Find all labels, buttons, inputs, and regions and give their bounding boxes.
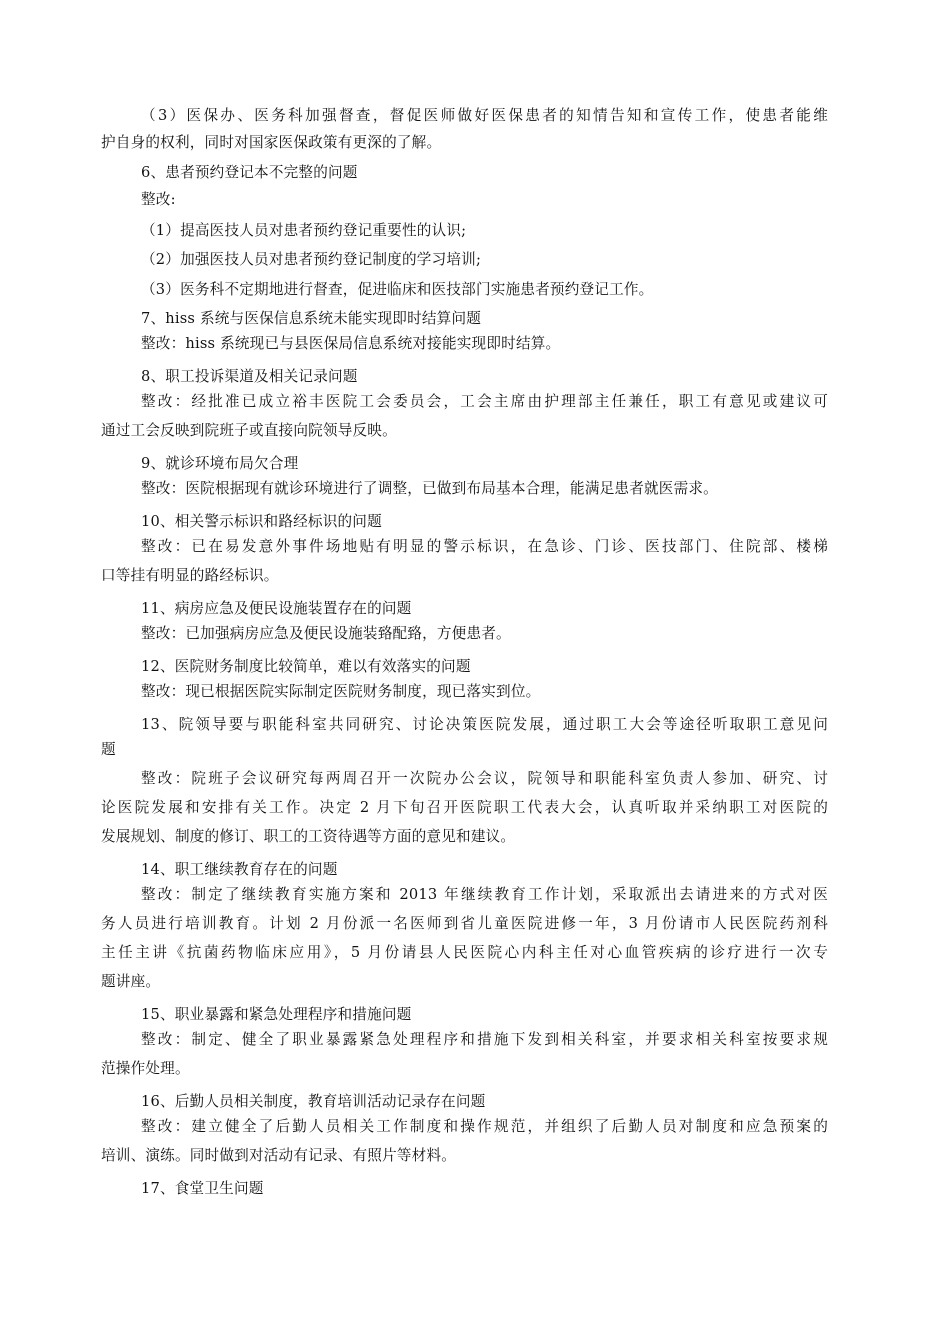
- paragraph-line: 范操作处理。: [101, 1060, 190, 1077]
- paragraph-line: （3）医保办、医务科加强督查，督促医师做好医保患者的知情告知和宣传工作，使患者能维: [141, 107, 828, 124]
- section-heading: 9、就诊环境布局欠合理: [141, 455, 299, 472]
- section-heading: 17、食堂卫生问题: [141, 1180, 264, 1197]
- paragraph-line: 整改：现已根据医院实际制定医院财务制度，现已落实到位。: [141, 683, 541, 700]
- paragraph-line: 整改：已加强病房应急及便民设施装臵配臵，方便患者。: [141, 625, 511, 642]
- paragraph-line: 整改：制定、健全了职业暴露紧急处理程序和措施下发到相关科室，并要求相关科室按要求规: [141, 1031, 828, 1048]
- section-heading: 题: [101, 741, 116, 758]
- section-heading: 14、职工继续教育存在的问题: [141, 861, 338, 878]
- paragraph-line: 培训、演练。同时做到对活动有记录、有照片等材料。: [101, 1147, 457, 1164]
- paragraph-line: 题讲座。: [101, 973, 161, 990]
- section-heading: 10、相关警示标识和路经标识的问题: [141, 513, 382, 530]
- paragraph-line: 整改：医院根据现有就诊环境进行了调整，已做到布局基本合理，能满足患者就医需求。: [141, 480, 718, 497]
- paragraph-line: 整改：建立健全了后勤人员相关工作制度和操作规范，并组织了后勤人员对制度和应急预案的: [141, 1118, 828, 1135]
- paragraph-line: 论医院发展和安排有关工作。决定 2 月下旬召开医院职工代表大会，认真听取并采纳职工对医院的: [101, 799, 828, 816]
- list-item: （3）医务科不定期地进行督查，促进临床和医技部门实施患者预约登记工作。: [141, 281, 654, 298]
- section-heading: 8、职工投诉渠道及相关记录问题: [141, 368, 358, 385]
- section-heading: 16、后勤人员相关制度，教育培训活动记录存在问题: [141, 1093, 486, 1110]
- paragraph-line: 发展规划、制度的修订、职工的工资待遇等方面的意见和建议。: [101, 828, 516, 845]
- list-item: （2）加强医技人员对患者预约登记制度的学习培训;: [141, 251, 482, 268]
- paragraph-line: 整改：已在易发意外事件场地贴有明显的警示标识，在急诊、门诊、医技部门、住院部、楼梯: [141, 538, 828, 555]
- paragraph-line: 整改：经批准已成立裕丰医院工会委员会，工会主席由护理部主任兼任，职工有意见或建议可: [141, 393, 828, 410]
- paragraph-line: 通过工会反映到院班子或直接向院领导反映。: [101, 422, 397, 439]
- list-item: （1）提高医技人员对患者预约登记重要性的认识;: [141, 222, 467, 239]
- section-heading: 7、hiss 系统与医保信息系统未能实现即时结算问题: [141, 310, 482, 327]
- paragraph-line: 整改:: [141, 191, 176, 208]
- paragraph-line: 主任主讲《抗菌药物临床应用》，5 月份请县人民医院心内科主任对心血管疾病的诊疗进行一次专: [101, 944, 828, 961]
- paragraph-line: 整改：hiss 系统现已与县医保局信息系统对接能实现即时结算。: [141, 335, 561, 352]
- paragraph-line: 务人员进行培训教育。计划 2 月份派一名医师到省儿童医院进修一年，3 月份请市人民医院药剂科: [101, 915, 828, 932]
- section-heading: 11、病房应急及便民设施装置存在的问题: [141, 600, 412, 617]
- paragraph-line: 护自身的权利，同时对国家医保政策有更深的了解。: [101, 134, 442, 151]
- section-heading: 15、职业暴露和紧急处理程序和措施问题: [141, 1006, 412, 1023]
- section-heading: 13、院领导要与职能科室共同研究、讨论决策医院发展，通过职工大会等途径听取职工意见问: [141, 716, 828, 733]
- section-heading: 6、患者预约登记本不完整的问题: [141, 164, 358, 181]
- paragraph-line: 整改：院班子会议研究每两周召开一次院办公会议，院领导和职能科室负责人参加、研究、讨: [141, 770, 828, 787]
- paragraph-line: 口等挂有明显的路经标识。: [101, 567, 279, 584]
- paragraph-line: 整改：制定了继续教育实施方案和 2013 年继续教育工作计划，采取派出去请进来的方式对医: [141, 886, 828, 903]
- section-heading: 12、医院财务制度比较简单，难以有效落实的问题: [141, 658, 471, 675]
